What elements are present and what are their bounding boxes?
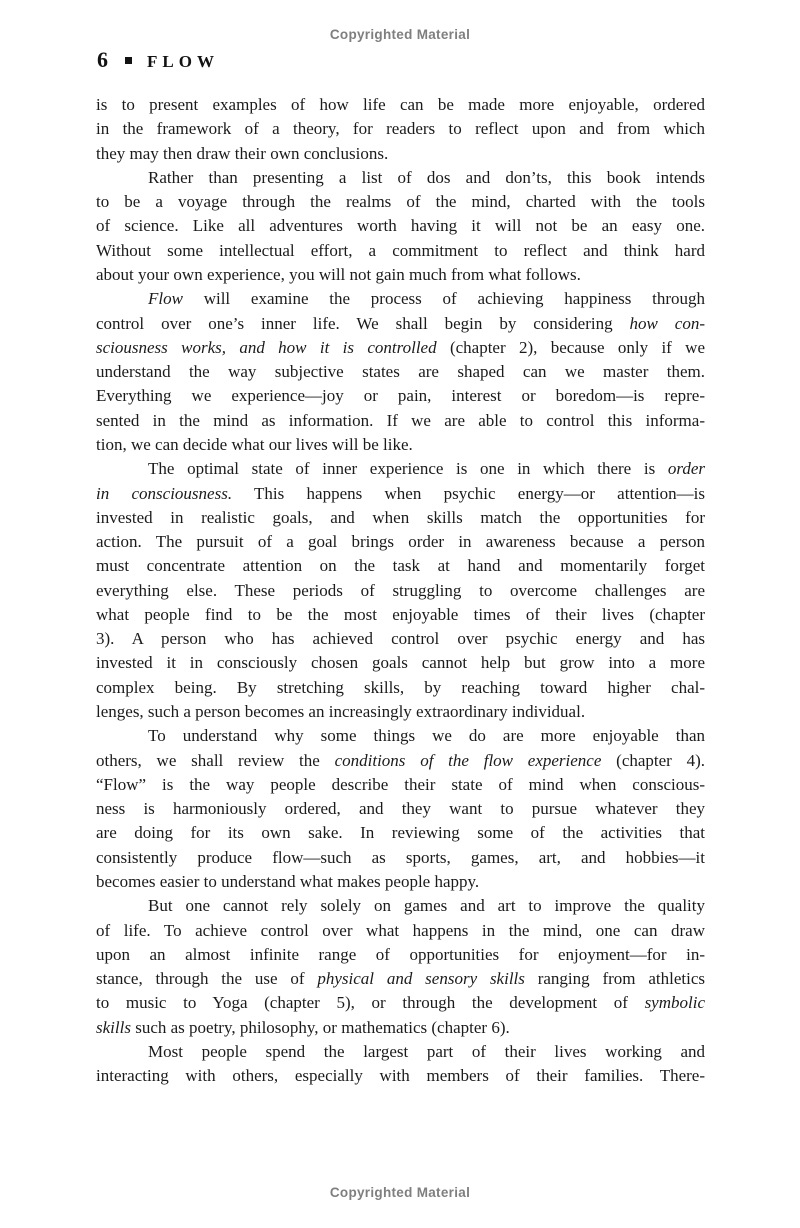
- paragraph: [96, 457, 705, 724]
- copyright-watermark-top: Copyrighted Material: [329, 27, 471, 42]
- text-line: to music to Yoga (chapter 5), or through the development of symbolic: [96, 993, 705, 1013]
- text-line: But one cannot rely solely on games and art to improve the quality: [148, 896, 705, 916]
- text-line: are doing for its own sake. In reviewing some of the activities that: [96, 823, 705, 843]
- text-line: is to present examples of how life can be made more enjoyable, ordered: [96, 95, 705, 114]
- text-line: invested in realistic goals, and when skills match the opportunities for: [96, 507, 705, 527]
- text-line: sciousness works, and how it is controlled (chapter 2), because only if we: [96, 337, 705, 357]
- text-line: must concentrate attention on the task at hand and momentarily forget: [96, 556, 705, 576]
- text-line: ness is harmoniously ordered, and they want to pursue whatever they: [96, 799, 705, 819]
- paragraph: [96, 166, 705, 287]
- paragraph: [96, 93, 705, 166]
- copyright-watermark-bottom: Copyrighted Material: [329, 1185, 471, 1200]
- text-line: in consciousness. This happens when psychic energy—or attention—is: [96, 483, 706, 503]
- text-line: “Flow” is the way people describe their state of mind when conscious-: [96, 774, 705, 794]
- text-line: they may then draw their own conclusions.: [96, 143, 389, 163]
- text-line: to be a voyage through the realms of the mind, charted with the tools: [96, 192, 705, 212]
- square-bullet-icon: [125, 57, 132, 64]
- paragraph: [96, 724, 705, 894]
- text-line: Without some intellectual effort, a commitment to reflect and think hard: [96, 240, 705, 260]
- text-line: skills such as poetry, philosophy, or mathematics (chapter 6).: [96, 1017, 510, 1037]
- text-line: what people find to be the most enjoyable times of their lives (chapter: [96, 604, 705, 624]
- text-line: about your own experience, you will not gain much from what follows.: [96, 264, 581, 284]
- text-line: stance, through the use of physical and sensory skills ranging from athletics: [96, 969, 705, 989]
- text-line: understand the way subjective states are shaped can we master them.: [96, 362, 705, 382]
- page-body: [96, 93, 705, 1089]
- text-line: becomes easier to understand what makes people happy.: [96, 872, 480, 891]
- text-line: tion, we can decide what our lives will be like.: [96, 434, 413, 454]
- text-line: action. The pursuit of a goal brings order in awareness because a person: [96, 532, 705, 552]
- text-line: The optimal state of inner experience is one in which there is order: [148, 459, 705, 479]
- paragraph: [96, 1040, 705, 1089]
- page-number: 6: [97, 47, 108, 72]
- text-line: complex being. By stretching skills, by reaching toward higher chal-: [96, 677, 705, 697]
- text-line: sented in the mind as information. If we are able to control this informa-: [96, 410, 705, 430]
- book-title: FLOW: [147, 51, 219, 71]
- text-line: Rather than presenting a list of dos and don’ts, this book intends: [148, 167, 705, 187]
- text-line: upon an almost infinite range of opportunities for enjoyment—for in-: [96, 944, 705, 964]
- text-line: Everything we experience—joy or pain, interest or boredom—is repre-: [96, 386, 705, 406]
- paragraph: [96, 287, 705, 457]
- text-line: in the framework of a theory, for readers to reflect upon and from which: [96, 119, 705, 139]
- text-line: lenges, such a person becomes an increasingly extraordinary individual.: [96, 702, 586, 722]
- text-line: of life. To achieve control over what happens in the mind, one can draw: [96, 920, 705, 940]
- text-line: Most people spend the largest part of their lives working and: [148, 1041, 705, 1061]
- text-line: consistently produce flow—such as sports, games, art, and hobbies—it: [96, 847, 705, 867]
- text-line: others, we shall review the conditions of the flow experience (chapter 4).: [96, 750, 706, 770]
- text-line: of science. Like all adventures worth having it will not be an easy one.: [96, 216, 705, 236]
- text-line: everything else. These periods of struggling to overcome challenges are: [96, 580, 705, 600]
- running-header: [97, 49, 219, 71]
- text-line: invested it in consciously chosen goals cannot help but grow into a more: [96, 653, 705, 673]
- text-line: To understand why some things we do are more enjoyable than: [148, 726, 705, 746]
- text-line: control over one’s inner life. We shall begin by considering how con-: [96, 313, 705, 333]
- paragraph: [96, 894, 705, 1040]
- text-line: interacting with others, especially with members of their families. There-: [96, 1066, 705, 1086]
- text-line: Flow will examine the process of achieving happiness through: [148, 289, 705, 309]
- text-line: 3). A person who has achieved control over psychic energy and has: [96, 629, 705, 649]
